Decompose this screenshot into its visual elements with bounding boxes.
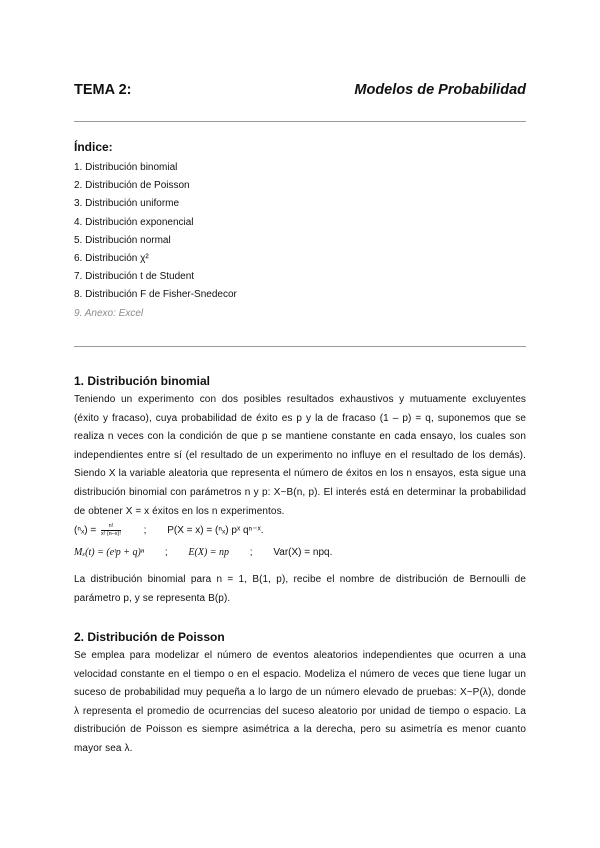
index-item: 2. Distribución de Poisson [74, 180, 190, 192]
fraction-denominator: x! (n–x)! [101, 531, 121, 537]
formula-separator: ; [249, 547, 253, 558]
index-item: 6. Distribución χ² [74, 252, 149, 264]
binomial-coefficient: (ⁿₓ) = [74, 525, 97, 537]
index-item: 8. Distribución F de Fisher-Snedecor [74, 289, 237, 301]
variance-formula: Var(X) = npq. [273, 547, 333, 558]
formula-separator: ; [164, 547, 168, 558]
probability-formula: P(X = x) = (ⁿₓ) pˣ qⁿ⁻ˣ. [167, 525, 264, 537]
chapter-title: Modelos de Probabilidad [354, 82, 526, 98]
chapter-label: TEMA 2: [74, 82, 132, 98]
divider-middle [74, 346, 526, 347]
page-header [74, 82, 526, 102]
section-1-paragraph-1: Teniendo un experimento con dos posibles resultados exhaustivos y mutuamente excluyentes (éxito y fracaso), cuya probabilidad de éxito es p y la de fracaso (1 – p) = q, suponemos que se realiza n veces con la condición de que p se mantiene constante en cada ensayo, los cuales son independientes entre sí (el resultado de un experimento no influye en el resultado de los demás). Siendo X la variable aleatoria que representa el número de éxitos en los n ensayos, esta sigue una distribución binomial con parámetros n y p: X~B(n, p). El interés está en determinar la probabilidad de obtener X = x éxitos en los n experimentos. [74, 394, 526, 517]
index-list [74, 161, 237, 325]
section-2-paragraph-1: Se emplea para modelizar el número de eventos aleatorios independientes que ocurren a una velocidad constante en el tiempo o en el espacio. Modeliza el número de veces que tiene lugar un suceso de probabilidad muy pequeña a lo largo de un número elevado de pruebas: X~P(λ), donde λ representa el promedio de ocurrencias del suceso aleatorio por unidad de tiempo o espacio. La distribución de Poisson es siempre asimétrica a la derecha, pero su asimetría es menor cuanto mayor sea λ. [74, 650, 526, 754]
index-item: 4. Distribución exponencial [74, 216, 194, 228]
index-item: 3. Distribución uniforme [74, 198, 180, 210]
formula-binomial-pmf [74, 523, 264, 538]
fraction-numerator: n! [101, 523, 121, 531]
mean-formula: E(X) = np [188, 547, 230, 558]
index-title: Índice: [74, 140, 113, 154]
factorial-fraction [101, 523, 121, 538]
section-2-title: 2. Distribución de Poisson [74, 630, 225, 644]
mgf-formula: Mₓ(t) = (eᵗp + q)ⁿ [74, 547, 145, 558]
index-item: 5. Distribución normal [74, 234, 171, 246]
index-item-annex: 9. Anexo: Excel [74, 307, 144, 319]
formula-separator: ; [143, 525, 147, 537]
index-item: 7. Distribución t de Student [74, 271, 195, 283]
section-1-title: 1. Distribución binomial [74, 374, 211, 388]
formula-binomial-moments [74, 547, 332, 558]
section-1-paragraph-2: La distribución binomial para n = 1, B(1, p), recibe el nombre de distribución de Bernoulli de parámetro p, y se representa B(p). [74, 574, 526, 604]
index-item: 1. Distribución binomial [74, 162, 178, 173]
divider-top [74, 121, 526, 122]
document-page [74, 0, 526, 848]
